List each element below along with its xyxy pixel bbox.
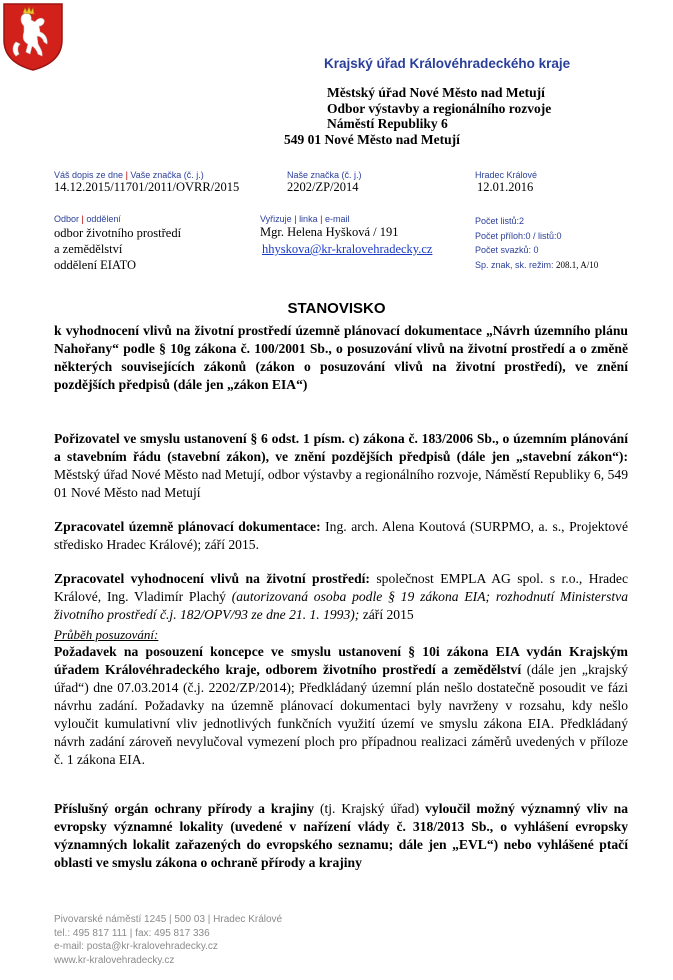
coat-of-arms (2, 2, 64, 72)
your-letter-value: 14.12.2015/11701/2011/OVRR/2015 (54, 180, 240, 194)
filing-mark: Sp. znak, sk. režim: 208.1, A/10 (475, 259, 599, 270)
intro-paragraph: k vyhodnocení vlivů na životní prostředí územně plánovací dokumentace „Návrh územního plánu Nahořany“ podle § 10g zákona č. 100/2001 Sb., o posuzování vlivů na životní prostředí a o změně některých souvisejících zákonů (zákon o posuzování vlivů na životní prostředí), ve znění pozdějších předpisů (dále jen „zákon EIA“) (54, 323, 628, 392)
recipient-line: Odbor výstavby a regionálního rozvoje (327, 100, 552, 116)
request-paragraph: Požadavek na posouzení koncepce ve smyslu ustanovení § 10i zákona EIA vydán Krajským úřadem Královéhradeckého kraje, odborem životního prostředí a zemědělství (dále jen „krajský úřad“) dne 07.03.2014 (č.j. 2202/ZP/2014); Předkládaný územní plán nešlo dostatečně posoudit ve fázi návrhu zadání. Požadavky na územně plánovací dokumentaci byly navrženy v rozsahu, kdy nešlo vyloučit kumulativní vliv jednotlivých funkčních využití území ve smyslu zákona EIA. Předkládaný návrh zadání zároveň nevylučoval vymezení ploch pro případnou realizaci záměrů uvedených v příloze č. 1 zákona EIA. (54, 644, 628, 767)
process-heading: Průběh posuzování: (54, 627, 159, 642)
sheets-count: Počet listů:2 (475, 216, 525, 226)
issuing-authority: Krajský úřad Královéhradeckého kraje (324, 56, 571, 71)
procurer-paragraph: Pořizovatel ve smyslu ustanovení § 6 odst. 1 písm. c) zákona č. 183/2006 Sb., o územním plánování a stavebním řádu (stavební zákon), ve znění pozdějších předpisů (dále jen „stavební zákon“): Městský úřad Nové Město nad Metují, odbor výstavby a regionálního rozvoje, Náměstí Republiky 6, 549 01 Nové Město nad Metují (54, 431, 628, 500)
lion-coat-of-arms-icon (2, 2, 64, 72)
sheet-counts (475, 214, 598, 272)
department-value: odbor životního prostředí a zemědělství oddělení EIATO (54, 226, 182, 272)
footer-phone: tel.: 495 817 111 | fax: 495 817 336 (54, 927, 210, 939)
recipient-address (284, 85, 552, 147)
footer (54, 913, 282, 967)
department-label: Odbor | oddělení (54, 214, 121, 224)
volumes-count: Počet svazků: 0 (475, 245, 539, 255)
attachments-count: Počet příloh:0 / listů:0 (475, 230, 562, 241)
footer-address: Pivovarské náměstí 1245 | 500 03 | Hradec Králové (54, 914, 283, 925)
footer-email[interactable]: e-mail: posta@kr-kralovehradecky.cz (54, 941, 218, 952)
recipient-line: 549 01 Nové Město nad Metují (284, 131, 460, 147)
page-title: STANOVISKO (287, 300, 386, 317)
recipient-line: Náměstí Republiky 6 (327, 116, 448, 131)
your-letter-label: Váš dopis ze dne | Vaše značka (č. j.) (54, 170, 204, 180)
footer-web[interactable]: www.kr-kralovehradecky.cz (54, 954, 175, 966)
handler-label: Vyřizuje | linka | e-mail (260, 214, 350, 224)
our-ref-label: Naše značka (č. j.) (287, 170, 362, 180)
planner-paragraph: Zpracovatel územně plánovací dokumentace: Ing. arch. Alena Koutová (SURPMO, a. s., Projektové středisko Hradec Králové); září 2015. (54, 519, 628, 552)
handler-email-link[interactable]: hhyskova@kr-kralovehradecky.cz (262, 242, 433, 256)
date-value: 12.01.2016 (477, 180, 534, 194)
our-ref-value: 2202/ZP/2014 (287, 180, 359, 194)
place-label: Hradec Králové (475, 170, 538, 180)
recipient-line: Městský úřad Nové Město nad Metují (327, 85, 545, 100)
handler-value: Mgr. Helena Hyšková / 191 (260, 225, 399, 239)
assessor-paragraph: Zpracovatel vyhodnocení vlivů na životní prostředí: společnost EMPLA AG spol. s r.o., Hradec Králové, Ing. Vladimír Plachý (autorizovaná osoba podle § 19 zákona EIA; rozhodnutí Ministerstva životního prostředí č.j. 182/OPV/93 ze dne 21. 1. 1993); září 2015 (54, 571, 629, 622)
nature-authority-paragraph: Příslušný orgán ochrany přírody a krajiny (tj. Krajský úřad) vyloučil možný významný vliv na evropsky významné lokality (uvedené v nařízení vlády č. 318/2013 Sb., o vyhlášení evropsky významných lokalit zařazených do evropského seznamu; dále jen „EVL“) nebo vyhlášené ptačí oblasti ve smyslu zákona o ochraně přírody a krajiny (54, 801, 629, 870)
